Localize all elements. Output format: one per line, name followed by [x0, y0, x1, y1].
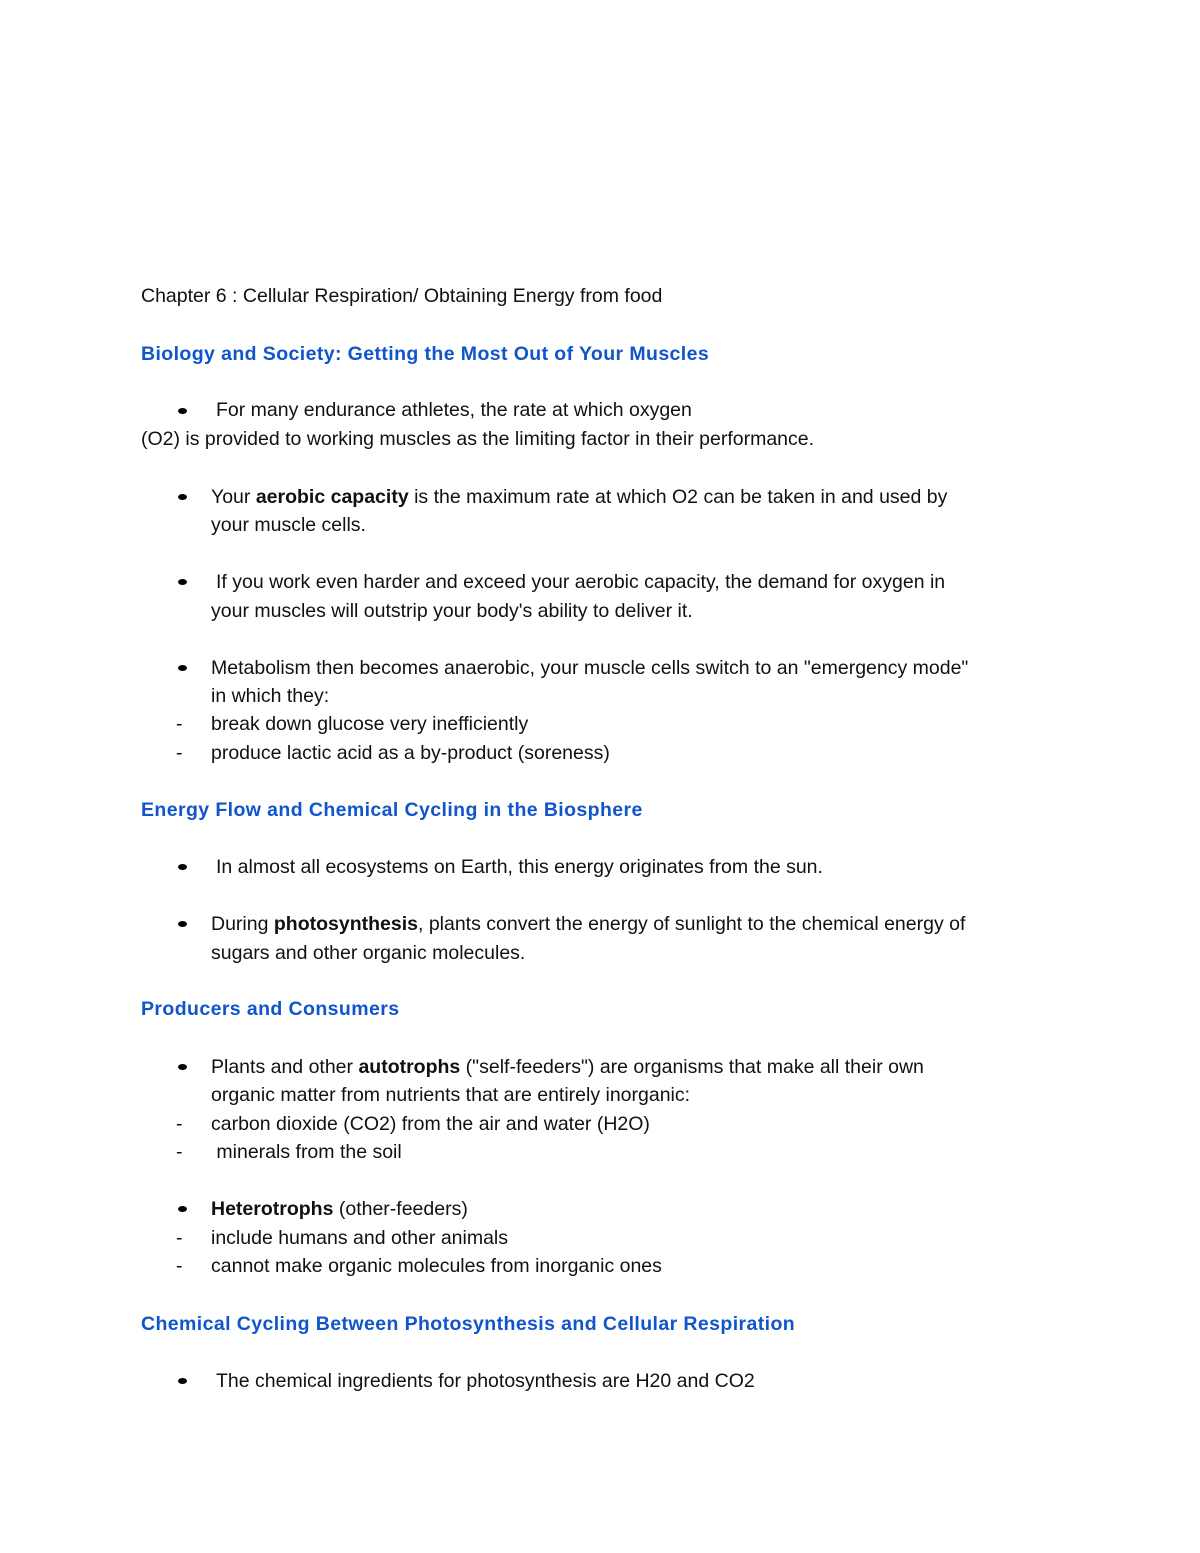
- dash-item: cannot make organic molecules from inorganic ones: [211, 1255, 662, 1277]
- bullet-text: The chemical ingredients for photosynthesis are H20 and CO2: [216, 1370, 755, 1392]
- dash-marker: -: [176, 742, 183, 764]
- bullet-text-continued: in which they:: [211, 685, 330, 707]
- dash-item: include humans and other animals: [211, 1227, 509, 1249]
- bullet-text-continued: (O2) is provided to working muscles as the limiting factor in their performance.: [141, 428, 815, 450]
- page-title: Chapter 6 : Cellular Respiration/ Obtaining Energy from food: [141, 285, 663, 307]
- dash-marker: -: [176, 713, 183, 735]
- bullet-icon: [178, 1378, 187, 1384]
- bullet-icon: [178, 665, 187, 671]
- section-heading-energy-flow: Energy Flow and Chemical Cycling in the Biosphere: [141, 799, 643, 821]
- bullet-text: If you work even harder and exceed your aerobic capacity, the demand for oxygen in: [216, 571, 946, 593]
- dash-marker: -: [176, 1255, 183, 1277]
- dash-marker: -: [176, 1227, 183, 1249]
- dash-item: carbon dioxide (CO2) from the air and water (H2O): [211, 1113, 650, 1135]
- bullet-text-continued: organic matter from nutrients that are entirely inorganic:: [211, 1084, 691, 1106]
- bullet-text: During photosynthesis, plants convert the energy of sunlight to the chemical energy of: [211, 913, 966, 935]
- dash-item: minerals from the soil: [211, 1141, 402, 1163]
- dash-item: produce lactic acid as a by-product (soreness): [211, 742, 610, 764]
- bullet-icon: [178, 921, 187, 927]
- bullet-text: Your aerobic capacity is the maximum rate at which O2 can be taken in and used by: [211, 486, 948, 508]
- section-heading-producers-consumers: Producers and Consumers: [141, 998, 400, 1020]
- bullet-text-continued: your muscles will outstrip your body's ability to deliver it.: [211, 600, 693, 622]
- bullet-text: For many endurance athletes, the rate at which oxygen: [216, 399, 692, 421]
- bullet-icon: [178, 1206, 187, 1212]
- bullet-text: Plants and other autotrophs ("self-feeders") are organisms that make all their own: [211, 1056, 924, 1078]
- bold-term: autotrophs: [358, 1056, 461, 1078]
- bullet-text: Metabolism then becomes anaerobic, your muscle cells switch to an "emergency mode": [211, 657, 969, 679]
- bullet-text-continued: sugars and other organic molecules.: [211, 942, 526, 964]
- dash-marker: -: [176, 1141, 183, 1163]
- bullet-icon: [178, 579, 187, 585]
- bullet-icon: [178, 408, 187, 414]
- bold-term: Heterotrophs: [211, 1198, 334, 1220]
- section-heading-biology-society: Biology and Society: Getting the Most Out of Your Muscles: [141, 343, 710, 365]
- bullet-text: Heterotrophs (other-feeders): [211, 1198, 468, 1220]
- dash-marker: -: [176, 1113, 183, 1135]
- dash-item: break down glucose very inefficiently: [211, 713, 529, 735]
- bullet-text: In almost all ecosystems on Earth, this energy originates from the sun.: [216, 856, 823, 878]
- bullet-text-continued: your muscle cells.: [211, 514, 366, 536]
- bullet-icon: [178, 1064, 187, 1070]
- bullet-icon: [178, 494, 187, 500]
- bold-term: aerobic capacity: [255, 486, 409, 508]
- bold-term: photosynthesis: [273, 913, 418, 935]
- section-heading-chemical-cycling: Chemical Cycling Between Photosynthesis and Cellular Respiration: [141, 1313, 796, 1335]
- bullet-icon: [178, 864, 187, 870]
